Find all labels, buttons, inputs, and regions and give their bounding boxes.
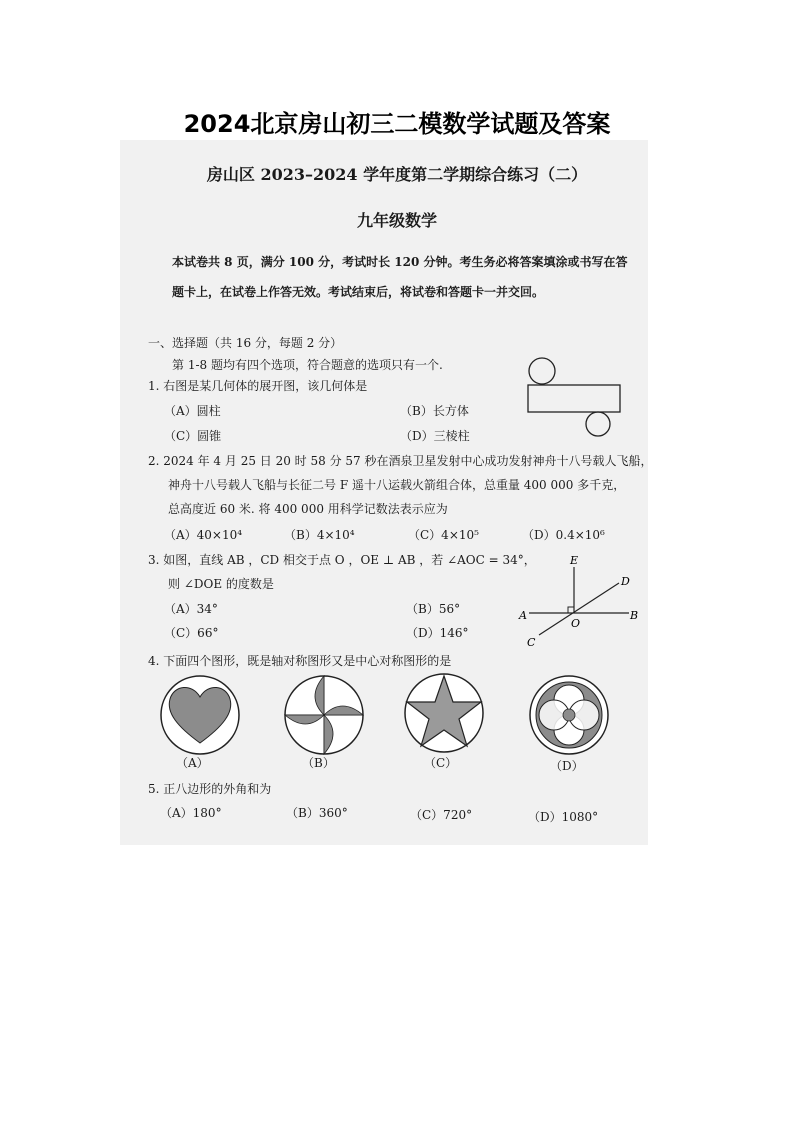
- q3-option-a: （A）34°: [164, 602, 218, 616]
- q4-label-b: （B）: [302, 756, 335, 770]
- q4-stem: 4. 下面四个图形，既是轴对称图形又是中心对称图形的是: [148, 654, 452, 668]
- label-e: E: [570, 554, 579, 567]
- q2-line-2: 神舟十八号载人飞船与长征二号 F 遥十八运载火箭组合体，总重量 400 000 多千克，: [168, 478, 626, 492]
- q1-net-figure: [520, 352, 620, 442]
- q5-option-d: （D）1080°: [528, 810, 599, 824]
- net-bottom-circle: [586, 412, 610, 436]
- page-title: 2024北京房山初三二模数学试题及答案: [183, 110, 611, 138]
- q1-option-b: （B）长方体: [400, 404, 469, 418]
- exam-subtitle: 九年级数学: [356, 211, 437, 230]
- q3-line-2: 则 ∠DOE 的度数是: [168, 577, 274, 591]
- q1-option-c: （C）圆锥: [164, 429, 222, 443]
- q4-label-c: （C）: [424, 756, 458, 770]
- net-rectangle: [528, 385, 620, 412]
- q3-option-c: （C）66°: [164, 626, 219, 640]
- q5-option-a: （A）180°: [160, 806, 222, 820]
- instructions-line-2: 题卡上，在试卷上作答无效。考试结束后，将试卷和答题卡一并交回。: [172, 285, 545, 299]
- q2-option-c: （C）4×10⁵: [408, 528, 479, 542]
- q3-angle-figure: [515, 553, 645, 653]
- label-d: D: [621, 575, 630, 588]
- q4-label-d: （D）: [550, 759, 584, 773]
- q3-option-b: （B）56°: [406, 602, 461, 616]
- q4-figure-d-circles: [527, 673, 611, 757]
- q2-line-1: 2. 2024 年 4 月 25 日 20 时 58 分 57 秒在酒泉卫星发射中心成功发射神舟十八号载人飞船，: [148, 454, 653, 468]
- q5-stem: 5. 正八边形的外角和为: [148, 782, 272, 796]
- q4-figure-a-heart: [158, 673, 242, 757]
- q5-option-c: （C）720°: [410, 808, 473, 822]
- q4-figure-c-star: [402, 671, 486, 755]
- label-b: B: [630, 609, 639, 622]
- label-c: C: [527, 636, 536, 649]
- section-note: 第 1-8 题均有四个选项，符合题意的选项只有一个.: [172, 358, 443, 372]
- q3-option-d: （D）146°: [406, 626, 469, 640]
- q2-option-b: （B）4×10⁴: [284, 528, 355, 542]
- q1-option-a: （A）圆柱: [164, 404, 221, 418]
- q4-figure-b-pinwheel: [282, 673, 366, 757]
- q4-label-a: （A）: [176, 756, 209, 770]
- net-top-circle: [529, 358, 555, 384]
- q2-option-d: （D）0.4×10⁶: [522, 528, 605, 542]
- q3-line-1: 3. 如图，直线 AB ，CD 相交于点 O ，OE ⊥ AB ，若 ∠AOC = 34°，: [148, 553, 536, 567]
- exam-title: 房山区 2023–2024 学年度第二学期综合练习（二）: [206, 165, 588, 184]
- q1-option-d: （D）三棱柱: [400, 429, 470, 443]
- q5-option-b: （B）360°: [286, 806, 348, 820]
- q2-line-3: 总高度近 60 米. 将 400 000 用科学记数法表示应为: [168, 502, 448, 516]
- label-o: O: [571, 617, 581, 630]
- q2-option-a: （A）40×10⁴: [164, 528, 243, 542]
- section-heading: 一、选择题（共 16 分，每题 2 分）: [148, 336, 343, 350]
- q1-stem: 1. 右图是某几何体的展开图，该几何体是: [148, 379, 368, 393]
- label-a: A: [519, 609, 527, 622]
- right-angle-mark: [568, 607, 574, 613]
- instructions-line-1: 本试卷共 8 页，满分 100 分，考试时长 120 分钟。考生务必将答案填涂或书写在答: [172, 255, 628, 269]
